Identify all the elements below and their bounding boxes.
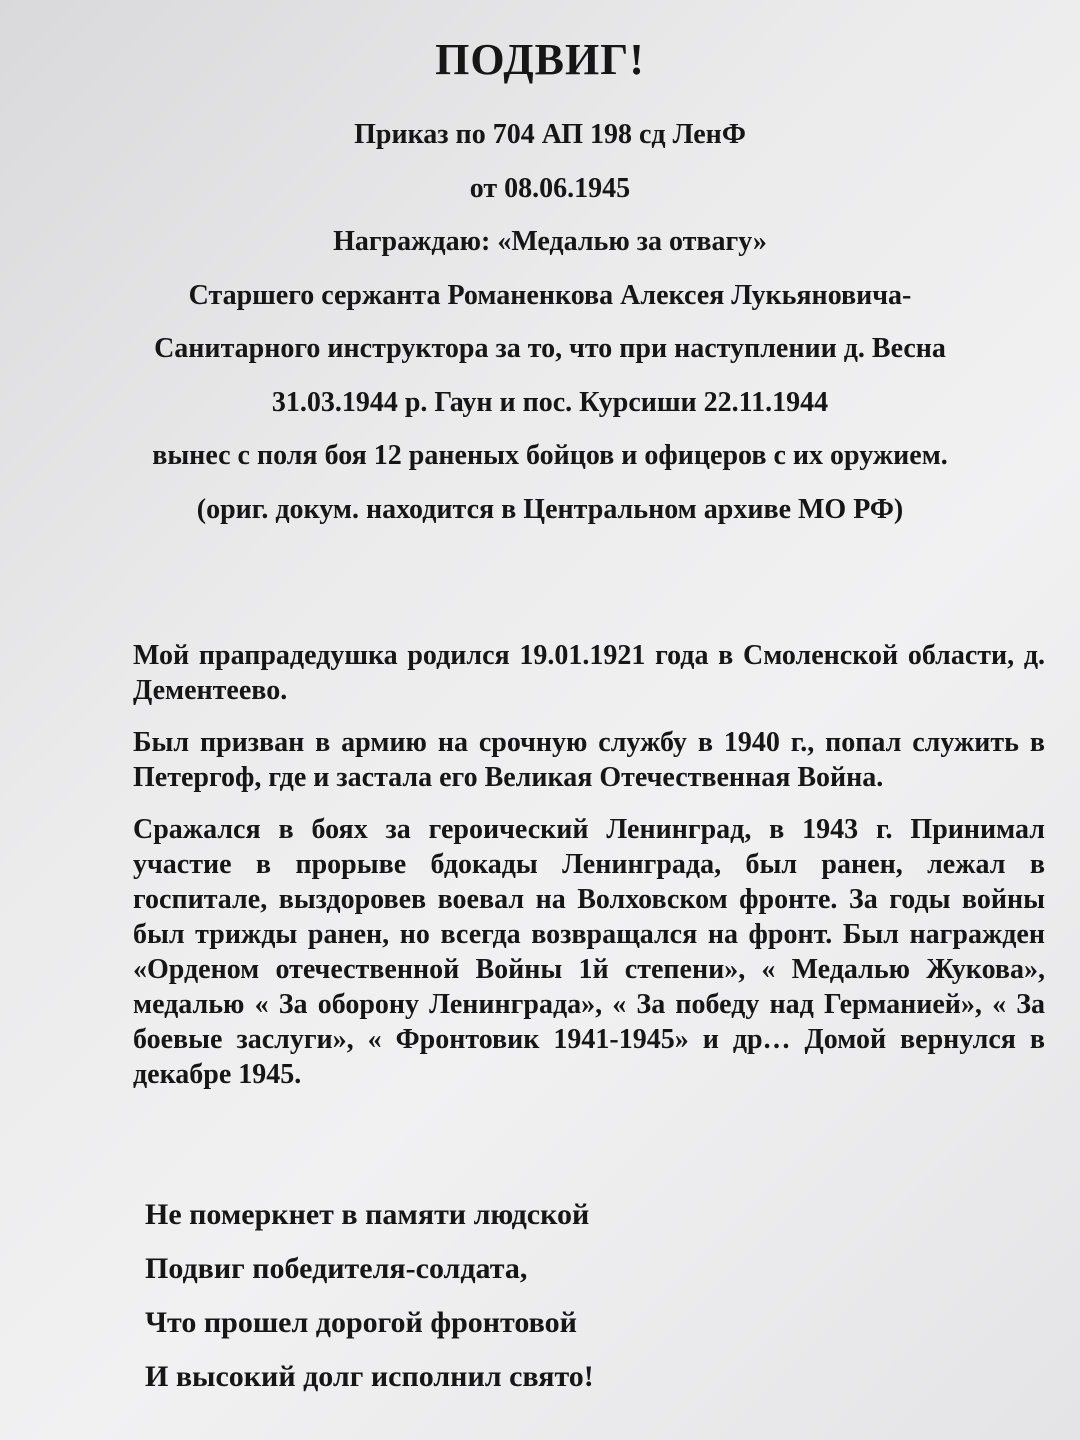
award-order xyxy=(120,108,980,536)
order-line: 31.03.1944 р. Гаун и пос. Курсиши 22.11.1944 xyxy=(271,386,829,418)
order-line: (ориг. докум. находится в Центральном архиве МО РФ) xyxy=(196,493,904,525)
order-line: вынес с поля боя 12 раненых бойцов и офицеров с их оружием. xyxy=(152,440,948,471)
biography-paragraph: Мой прапрадедушка родился 19.01.1921 года в Смоленской области, д. Дементеево. xyxy=(133,640,1045,706)
document-title: ПОДВИГ! xyxy=(435,35,645,84)
poem-line: Не померкнет в памяти людской xyxy=(145,1198,590,1231)
order-line: Санитарного инструктора за то, что при наступлении д. Весна xyxy=(154,333,946,364)
order-line: Награждаю: «Медалью за отвагу» xyxy=(333,226,767,257)
order-line: от 08.06.1945 xyxy=(469,172,631,204)
order-line: Старшего сержанта Романенкова Алексея Лукьяновича- xyxy=(188,279,912,311)
poem xyxy=(145,1188,1005,1404)
order-line: Приказ по 704 АП 198 сд ЛенФ xyxy=(354,119,746,150)
biography-paragraph: Был призван в армию на срочную службу в 1940 г., попал служить в Петергоф, где и застала его Великая Отечественная Война. xyxy=(133,727,1045,793)
poem-line: И высокий долг исполнил свято! xyxy=(145,1360,594,1393)
poem-line: Что прошел дорогой фронтовой xyxy=(145,1306,577,1339)
biography-paragraph: Сражался в боях за героический Ленинград, в 1943 г. Принимал участие в прорыве бдокады Ленинграда, был ранен, лежал в госпитале, выздоровев воевал на Волховском фронте. За годы войны был трижды ранен, но всегда возвращался на фронт. Был награжден «Орденом отечественной Войны 1й степени», « Медалью Жукова», медалью « За оборону Ленинграда», « За победу над Германией», « За боевые заслуги», « Фронтовик 1941-1945» и др… Домой вернулся в декабре 1945. xyxy=(133,814,1045,1090)
poem-line: Подвиг победителя-солдата, xyxy=(145,1252,528,1285)
biography-text xyxy=(133,638,1045,1109)
